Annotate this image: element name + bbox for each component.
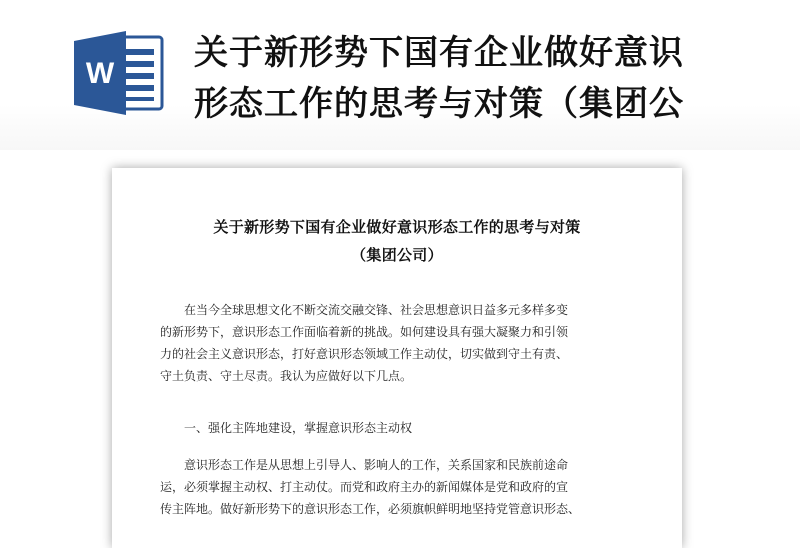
header-banner xyxy=(0,0,800,150)
text-line: 的新形势下，意识形态工作面临着新的挑战。如何建设具有强大凝聚力和引领 xyxy=(160,325,569,339)
banner-title xyxy=(194,28,784,130)
text-line: 运，必须掌握主动权、打主动仗。而党和政府主办的新闻媒体是党和政府的宣 xyxy=(160,480,569,494)
paragraph-intro xyxy=(160,299,640,387)
text-line: 意识形态工作是从思想上引导人、影响人的工作，关系国家和民族前途命 xyxy=(184,458,569,472)
word-letter: W xyxy=(85,57,115,90)
text-line: 传主阵地。做好新形势下的意识形态工作，必须旗帜鲜明地坚持党管意识形态、 xyxy=(160,502,581,516)
document-title: 关于新形势下国有企业做好意识形态工作的思考与对策 xyxy=(213,218,581,236)
banner-title-line: 形态工作的思考与对策（集团公 xyxy=(194,84,684,124)
section-heading xyxy=(160,417,640,439)
word-document-icon xyxy=(74,31,164,115)
text-line: 在当今全球思想文化不断交流交融交锋、社会思想意识日益多元多样多变 xyxy=(184,303,569,317)
text-line: 一、强化主阵地建设，掌握意识形态主动权 xyxy=(184,421,413,435)
document-page xyxy=(112,168,682,548)
text-line: 守土负责、守土尽责。我认为应做好以下几点。 xyxy=(160,369,413,383)
banner-title-line: 关于新形势下国有企业做好意识 xyxy=(194,33,684,73)
paragraph-section-1 xyxy=(160,454,640,520)
text-line: 力的社会主义意识形态，打好意识形态领域工作主动仗，切实做到守土有责、 xyxy=(160,347,569,361)
document-subtitle: （集团公司） xyxy=(351,246,443,264)
